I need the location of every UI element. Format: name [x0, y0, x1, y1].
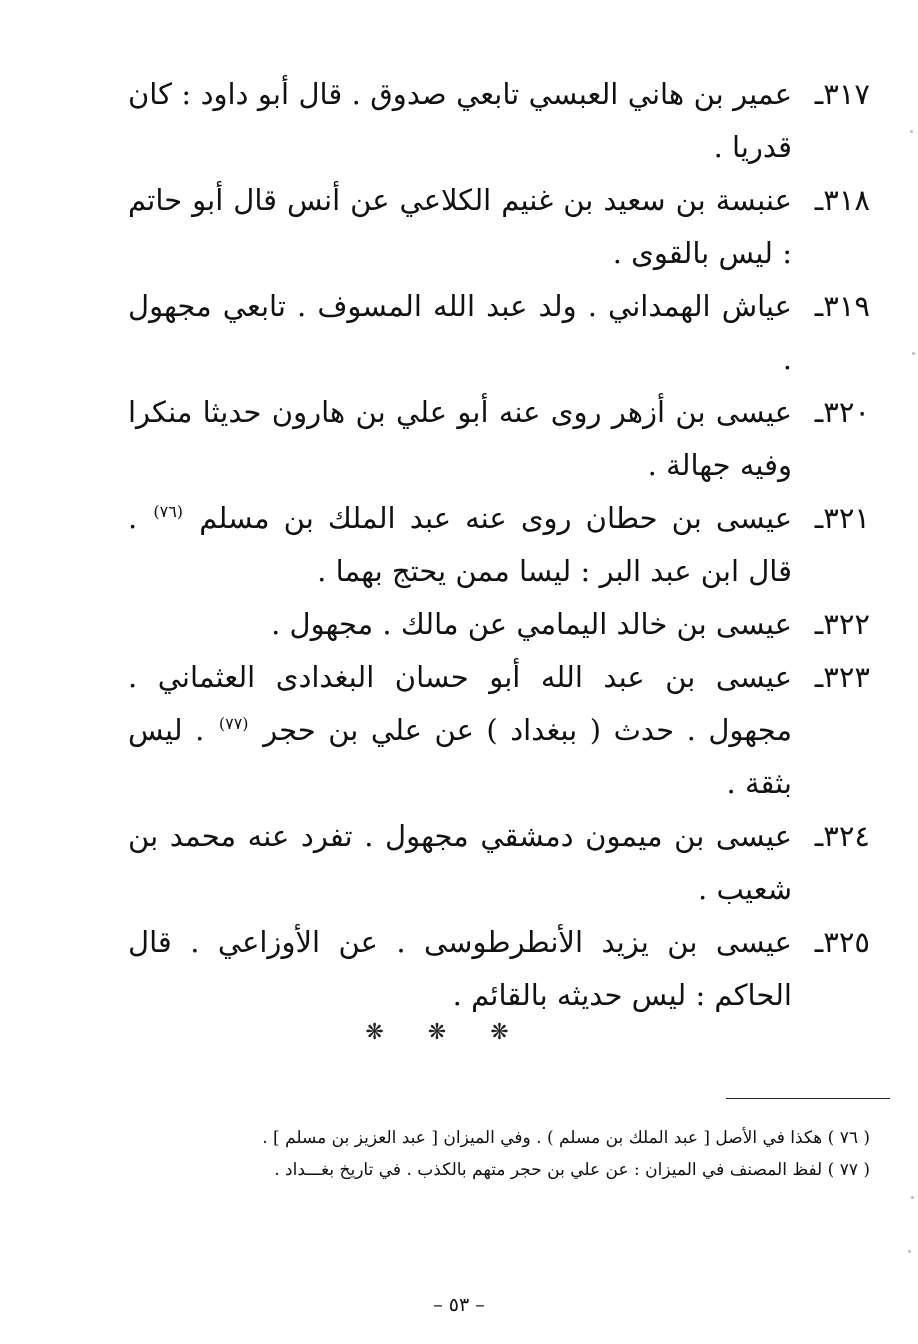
entry-number: ٣٢٠ـ [814, 395, 870, 429]
entry-text: عيسى بن ميمون دمشقي مجهول . تفرد عنه محمد بن شعيب . [128, 819, 792, 906]
entry-text-after-ref: . قال ابن عبد البر : ليسا ممن يحتج بهما . [128, 501, 792, 588]
entry-text-before-ref: عيسى بن حطان روى عنه عبد الملك بن مسلم [199, 501, 793, 535]
entry-number: ٣٢٥ـ [814, 925, 870, 959]
entry-number: ٣٢٢ـ [814, 607, 870, 641]
entry-number: ٣٢٤ـ [814, 819, 870, 853]
entry-321 [128, 492, 870, 598]
footnote-76: ( ٧٦ ) هكذا في الأصل [ عبد الملك بن مسلم ) . وفي الميزان [ عبد العزيز بن مسلم ] . [262, 1128, 870, 1148]
entry-number: ٣١٨ـ [814, 183, 870, 217]
entry-number: ٣٢١ـ [814, 501, 870, 535]
entry-318 [128, 174, 870, 280]
section-separator-stars: ❋❋❋ [365, 1020, 553, 1045]
entry-number: ٣٢٣ـ [814, 660, 870, 694]
footnote-ref-76[interactable]: (٧٦) [153, 502, 184, 522]
entry-text: عياش الهمداني . ولد عبد الله المسوف . تابعي مجهول . [128, 289, 792, 376]
scan-speck [910, 130, 913, 133]
scan-speck [911, 1196, 914, 1199]
footnote-rule [726, 1098, 890, 1099]
entry-322 [128, 598, 870, 651]
entry-319 [128, 280, 870, 386]
entry-324 [128, 810, 870, 916]
entry-number: ٣١٧ـ [814, 77, 870, 111]
footnotes [170, 1122, 870, 1186]
footnote-ref-77[interactable]: (٧٧) [218, 714, 249, 734]
entry-text: عيسى بن أزهر روى عنه أبو علي بن هارون حديثا منكرا وفيه جهالة . [128, 395, 792, 482]
entry-317 [128, 68, 870, 174]
entry-323 [128, 651, 870, 810]
entry-number: ٣١٩ـ [814, 289, 870, 323]
scan-speck [912, 352, 915, 355]
entry-325 [128, 916, 870, 1022]
scan-speck [908, 1250, 911, 1253]
entry-text: عمير بن هاني العبسي تابعي صدوق . قال أبو داود : كان قدريا . [128, 77, 792, 164]
entry-text: عنبسة بن سعيد بن غنيم الكلاعي عن أنس قال أبو حاتم : ليس بالقوى . [128, 183, 792, 270]
entries-list [128, 68, 870, 1022]
page-number: – ٥٣ – [433, 1294, 485, 1316]
footnote-77: ( ٧٧ ) لفظ المصنف في الميزان : عن علي بن حجر متهم بالكذب . في تاريخ بغـــداد . [274, 1160, 870, 1180]
entry-text: عيسى بن يزيد الأنطرطوسى . عن الأوزاعي . قال الحاكم : ليس حديثه بالقائم . [128, 925, 792, 1012]
entry-320 [128, 386, 870, 492]
entry-text-before-ref: عيسى بن عبد الله أبو حسان البغدادى العثماني . مجهول . حدث ( ببغداد ) عن علي بن حجر [128, 660, 793, 747]
entry-text-after-ref: . ليس بثقة . [128, 713, 792, 800]
entry-text: عيسى بن خالد اليمامي عن مالك . مجهول . [271, 607, 792, 641]
